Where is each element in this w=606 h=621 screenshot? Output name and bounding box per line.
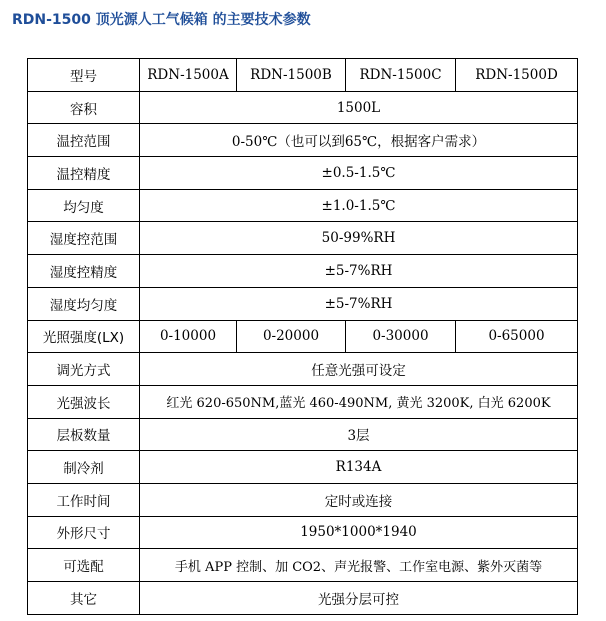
table-row-light-intensity <box>28 320 578 353</box>
row-value: 0-50℃（也可以到65℃，根据客户需求） <box>140 124 578 157</box>
light-value-cell: 0-30000 <box>346 320 456 353</box>
row-value: 红光 620-650NM,蓝光 460-490NM, 黄光 3200K, 白光 6200K <box>140 385 578 418</box>
model-cell: RDN-1500D <box>456 59 578 92</box>
table-row <box>28 418 578 451</box>
light-value-cell: 0-20000 <box>237 320 346 353</box>
row-value: ±5-7%RH <box>140 287 578 320</box>
light-value-cell: 0-10000 <box>140 320 237 353</box>
table-row <box>28 91 578 124</box>
row-value: 任意光强可设定 <box>140 353 578 386</box>
row-label: 光强波长 <box>28 385 140 418</box>
row-label: 均匀度 <box>28 189 140 222</box>
row-value: 1500L <box>140 91 578 124</box>
table-row <box>28 287 578 320</box>
table-row <box>28 157 578 190</box>
table-row <box>28 222 578 255</box>
table-row <box>28 451 578 484</box>
table-row <box>28 124 578 157</box>
row-label: 温控范围 <box>28 124 140 157</box>
row-value: R134A <box>140 451 578 484</box>
model-cell: RDN-1500C <box>346 59 456 92</box>
table-row <box>28 516 578 549</box>
table-row <box>28 189 578 222</box>
table-row-model <box>28 59 578 92</box>
row-label: 光照强度(LX) <box>28 320 140 353</box>
row-label: 型号 <box>28 59 140 92</box>
row-label: 工作时间 <box>28 483 140 516</box>
row-label: 湿度均匀度 <box>28 287 140 320</box>
row-value: ±1.0-1.5℃ <box>140 189 578 222</box>
row-label: 制冷剂 <box>28 451 140 484</box>
model-cell: RDN-1500B <box>237 59 346 92</box>
row-label: 可选配 <box>28 549 140 582</box>
row-value: 1950*1000*1940 <box>140 516 578 549</box>
model-cell: RDN-1500A <box>140 59 237 92</box>
row-value: ±5-7%RH <box>140 255 578 288</box>
row-label: 容积 <box>28 91 140 124</box>
table-row <box>28 353 578 386</box>
light-value-cell: 0-65000 <box>456 320 578 353</box>
row-value: 50-99%RH <box>140 222 578 255</box>
row-label: 湿度控范围 <box>28 222 140 255</box>
row-label: 外形尺寸 <box>28 516 140 549</box>
row-label: 温控精度 <box>28 157 140 190</box>
table-row <box>28 582 578 615</box>
page-title: RDN-1500 顶光源人工气候箱 的主要技术参数 <box>12 12 311 28</box>
table-row <box>28 385 578 418</box>
row-value: 定时或连接 <box>140 483 578 516</box>
row-value: 光强分层可控 <box>140 582 578 615</box>
table-row <box>28 255 578 288</box>
table-row <box>28 549 578 582</box>
row-value: ±0.5-1.5℃ <box>140 157 578 190</box>
row-label: 调光方式 <box>28 353 140 386</box>
row-value: 3层 <box>140 418 578 451</box>
row-value: 手机 APP 控制、加 CO2、声光报警、工作室电源、紫外灭菌等 <box>140 549 578 582</box>
table-row <box>28 483 578 516</box>
row-label: 其它 <box>28 582 140 615</box>
row-label: 湿度控精度 <box>28 255 140 288</box>
spec-table <box>27 58 578 615</box>
row-label: 层板数量 <box>28 418 140 451</box>
